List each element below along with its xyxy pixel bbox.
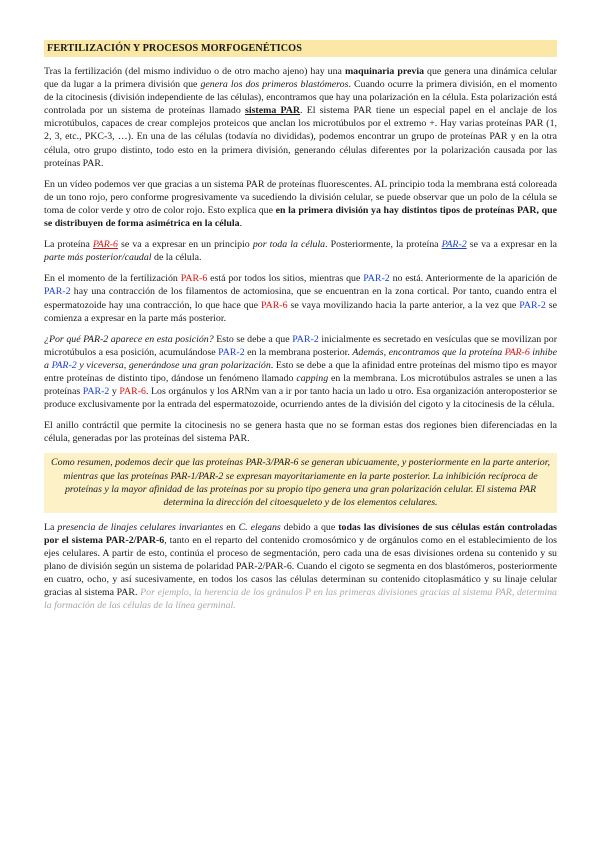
paragraph-why-par2 xyxy=(44,333,557,412)
italic-term: C. elegans xyxy=(238,521,281,533)
paragraph-fertilization xyxy=(44,272,557,324)
summary-callout: Como resumen, podemos decir que las proteínas PAR-3/PAR-6 se generan ubicuamente, y posteriormente en la parte anterior, mientras que las proteínas PAR-1/PAR-2 se expresan mayoritariamente en la parte posterior. La inhibición recíproca de proteínas y la mayor afinidad de las proteínas por su propio tipo genera una gran polarización celular. El sistema PAR determina la dirección del citoesqueleto y de los elementos celulares. xyxy=(44,453,557,512)
text: . xyxy=(239,218,243,230)
bold-underlined-term: sistema PAR xyxy=(245,105,301,117)
text: y xyxy=(109,386,120,398)
par2-term: PAR-2 xyxy=(218,346,245,358)
text: . Cuando ocurre la primera división, en el momento de la citocinesis (división independiente de las células), encontramos que hay una polarización en la célula. Esta polarización está controlada por un sistema de proteínas llamado xyxy=(44,79,558,117)
par2-link[interactable]: PAR-2 xyxy=(441,239,467,251)
paragraph-video xyxy=(44,178,557,230)
text: en la membrana. Los microtúbulos astrales se unen a las proteínas xyxy=(44,372,557,398)
par6-term: PAR-6 xyxy=(119,386,146,398)
par2-term: PAR-2 xyxy=(363,273,390,285)
text: se va a expresar en un principio xyxy=(117,239,253,251)
text: . Posteriormente, la proteína xyxy=(325,239,442,251)
par2-term: PAR-2 xyxy=(82,386,110,398)
text: La xyxy=(44,521,58,533)
text: no está. Anteriormente de la aparición de xyxy=(389,273,558,285)
italic-term: genera los dos primeros blastómeros xyxy=(200,79,349,91)
text: hay una contracción de los filamentos de actomiosina, que se encuentran en la zona cortical. Por tanto, cuando entra el espermatozoide hay una contracción, lo que hace que xyxy=(44,286,557,311)
text: está por todos los sitios, mientras que xyxy=(207,273,364,285)
text: inicialmente es secretado en vesículas que se movilizan por microtúbulos a esa posición, acumulándose xyxy=(44,333,557,358)
text: . Los orgánulos y los ARNm van a ir por tanto hacia un lado u otro. Esa organización anteroposterior se produce exclusivamente por la entrada del espermatozoide, ocurriendo antes de la división del cigoto y la citocinesis de la célula. xyxy=(44,386,557,411)
text: debido a que xyxy=(280,521,339,533)
par6-term: PAR-6 xyxy=(180,273,208,285)
bold-term: maquinaria previa xyxy=(344,66,425,77)
text: que genera una dinámica celular que da lugar a la primera división que xyxy=(44,66,557,91)
italic-term: por toda la célula xyxy=(252,239,326,251)
paragraph-par-system xyxy=(44,65,557,170)
italic-term: inhibe a xyxy=(44,346,557,371)
faded-text: Por ejemplo, la herencia de los gránulos P en las primeras divisiones gracias al sistema PAR, determina la formación de las células de la línea germinal. xyxy=(44,587,557,612)
italic-term: presencia de linajes celulares invariantes xyxy=(57,521,224,533)
text: Esto se debe a que xyxy=(213,333,293,345)
text: de la célula. xyxy=(151,252,202,264)
text: En un vídeo podemos ver que gracias a un sistema PAR de proteínas fluorescentes. AL principio toda la membrana está coloreada de un tono rojo, pero conforme progresivamente va sucediendo la división celular, se puede observar que un polo de la célula se toma de color verde y otro de color rojo. Esto explica que xyxy=(44,178,557,216)
text: . Esto se debe a que la afinidad entre proteínas del mismo tipo es mayor entre proteínas de distinto tipo, dándose un fenómeno llamado xyxy=(44,359,557,384)
par2-term: PAR-2 xyxy=(292,333,319,345)
par2-term: PAR-2 xyxy=(519,299,546,311)
text: se comienza a expresar en la parte más posterior. xyxy=(44,299,557,324)
text: en la membrana posterior. xyxy=(244,346,353,358)
paragraph-lineages xyxy=(44,521,557,613)
italic-term: parte más posterior/caudal xyxy=(44,252,152,264)
paragraph-par6-expression xyxy=(44,238,557,264)
text: Tras la fertilización (del mismo individuo o de otro macho ajeno) hay una xyxy=(44,66,345,77)
par2-term: PAR-2 xyxy=(51,359,77,371)
text: En el momento de la fertilización xyxy=(44,273,181,285)
paragraph-contractile-ring: El anillo contráctil que permite la citocinesis no se genera hasta que no se forman estas dos regiones bien diferenciadas en la célula, generadas por las proteínas del sistema PAR. xyxy=(44,420,557,445)
section-heading: FERTILIZACIÓN Y PROCESOS MORFOGENÉTICOS xyxy=(44,40,557,57)
italic-question: ¿Por qué PAR-2 aparece en esta posición? xyxy=(44,333,214,345)
par6-link[interactable]: PAR-6 xyxy=(92,239,118,251)
bold-term: en la primera división ya hay distintos tipos de proteínas PAR, que se distribuyen de forma asimétrica en la célula xyxy=(44,204,557,230)
text: La proteína xyxy=(44,239,93,251)
text: se va a expresar en la xyxy=(466,239,557,251)
italic-term: y viceversa, generándose una gran polarización xyxy=(76,359,271,371)
italic-term: Además, encontramos que la proteína xyxy=(352,346,505,358)
par6-term: PAR-6 xyxy=(504,346,530,358)
italic-term: capping xyxy=(296,372,329,384)
text: se vaya movilizando hacia la parte anterior, a la vez que xyxy=(287,299,520,311)
par2-term: PAR-2 xyxy=(44,286,71,298)
text: en xyxy=(223,521,239,533)
bold-term: todas las divisiones de sus células están controladas por el sistema PAR-2/PAR-6 xyxy=(44,521,557,546)
text: , tanto en el reparto del contenido cromosómico y de orgánulos como en el establecimiento de los ejes celulares. A partir de esto, continúa el proceso de segmentación, pero cada una de esas divisiones ordena su contenido y su plano de división según un sistema de polaridad PAR-2/PAR-6. Cuando el cigoto se segmenta en dos blastómeros, posteriormente en cuatro, ocho, y así sucesivamente, en todos los casos las células determinan su contenido citoplasmático y su linaje celular gracias al sistema PAR. xyxy=(44,534,558,599)
text: . El sistema PAR tiene un especial papel en el anclaje de los microtúbulos, capaces de crear complejos proteicos que anclan los microtúbulos por el extremo +. Hay varias proteínas PAR (1, 2, 3, etc., PKC-3, …). En una de las células (todavía no divididas), podemos encontrar un grupo de proteínas PAR y en la otra célula, otro grupo distinto, todo esto en la primera división, generando células diferentes por la polarización causada por las proteínas PAR. xyxy=(44,105,557,169)
par6-term: PAR-6 xyxy=(261,299,288,311)
